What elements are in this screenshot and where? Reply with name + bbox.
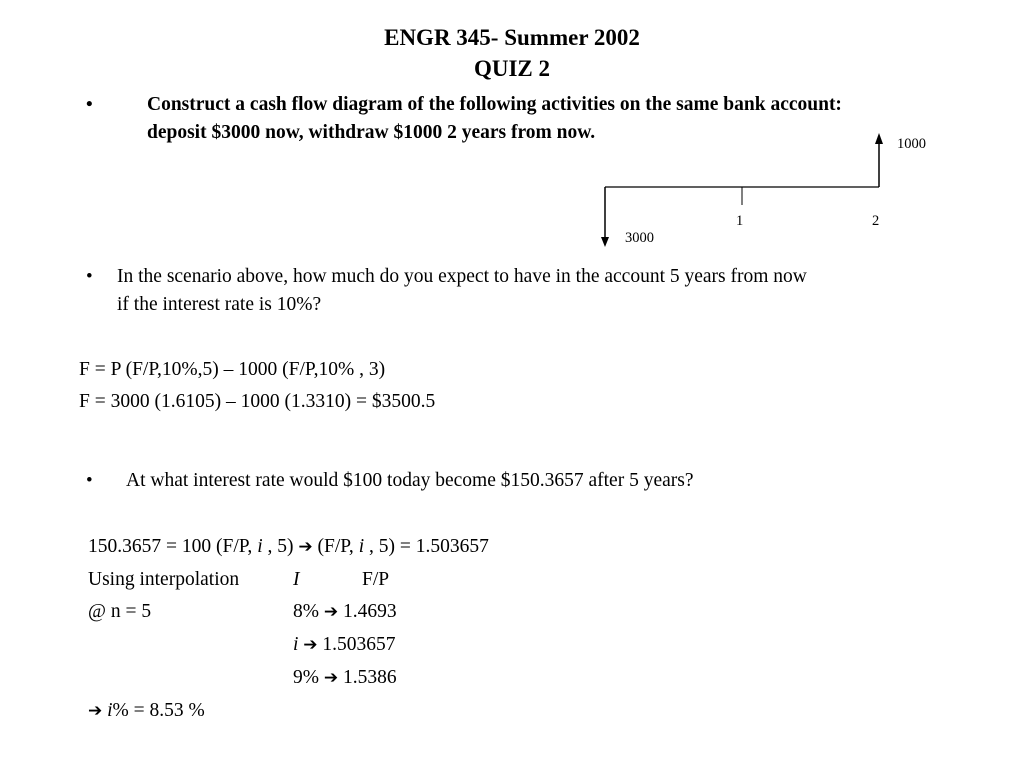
- deposit-arrowhead: [601, 237, 609, 247]
- interest-symbol: i: [358, 536, 365, 557]
- interest-symbol: i: [107, 700, 113, 721]
- bullet: •: [86, 266, 93, 287]
- value: 1.5386: [338, 667, 397, 688]
- interpolation-label: Using interpolation: [88, 569, 240, 590]
- withdrawal-amount: 1000: [897, 136, 926, 152]
- column-header-rate: [293, 569, 300, 591]
- equation-1: F = P (F/P,10%,5) – 1000 (F/P,10% , 3): [79, 359, 386, 380]
- question3-line1: At what interest rate would $100 today become $150.3657 after 5 years?: [126, 470, 694, 491]
- arrow-right-icon: ➔: [88, 701, 103, 721]
- question2-line2: if the interest rate is 10%?: [117, 294, 322, 315]
- bullet: •: [86, 470, 93, 491]
- question2-line1: In the scenario above, how much do you expect to have in the account 5 years from now: [117, 266, 807, 287]
- equation-part: 150.3657 = 100 (F/P,: [88, 536, 258, 557]
- rate: 9%: [293, 667, 324, 688]
- arrow-right-icon: ➔: [303, 635, 318, 655]
- value: 1.503657: [317, 634, 396, 655]
- value: 1.4693: [338, 601, 397, 622]
- interpolation-row-3: [293, 667, 397, 689]
- column-header-fp: F/P: [362, 569, 390, 590]
- period-label-1: 1: [736, 213, 744, 229]
- course-title: ENGR 345- Summer 2002: [384, 25, 640, 50]
- bullet: •: [86, 94, 93, 115]
- interpolation-row-2: [293, 634, 396, 656]
- interpolation-equation: [88, 536, 489, 558]
- interpolation-row-1: [293, 601, 397, 623]
- quiz-title: QUIZ 2: [473, 56, 551, 81]
- interest-symbol: i: [257, 536, 263, 557]
- arrow-right-icon: ➔: [298, 537, 313, 557]
- question1-line1: Construct a cash flow diagram of the following activities on the same bank account:: [147, 94, 842, 115]
- arrow-right-icon: ➔: [323, 668, 339, 688]
- deposit-amount: 3000: [625, 230, 654, 246]
- arrow-right-icon: ➔: [323, 602, 339, 622]
- final-result: [88, 700, 205, 722]
- column-header-rate-text: I: [293, 569, 300, 590]
- rate: i: [293, 634, 299, 655]
- result-value: % = 8.53 %: [112, 700, 205, 721]
- equation-part: , 5): [262, 536, 299, 557]
- equation-part: , 5) = 1.503657: [364, 536, 489, 557]
- rate: 8%: [293, 601, 324, 622]
- question1-line2: deposit $3000 now, withdraw $1000 2 years from now.: [147, 122, 596, 143]
- equation-2: F = 3000 (1.6105) – 1000 (1.3310) = $3500.5: [79, 391, 436, 412]
- equation-part: (F/P,: [312, 536, 359, 557]
- n-label: @ n = 5: [88, 601, 152, 622]
- period-label-2: 2: [872, 213, 880, 229]
- withdrawal-arrowhead: [875, 133, 883, 144]
